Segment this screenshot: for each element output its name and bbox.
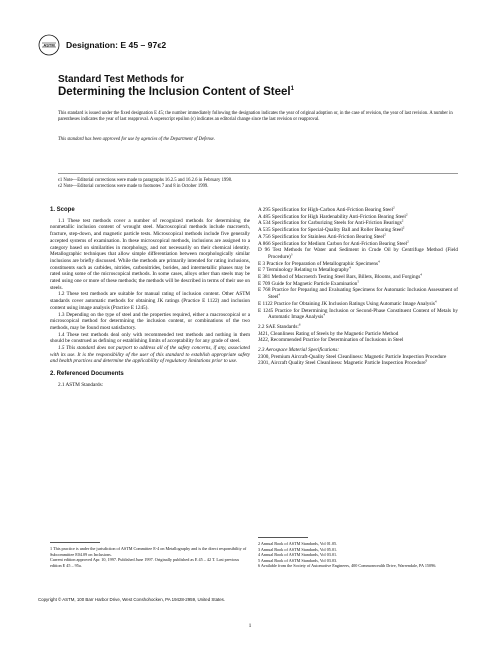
reference-footnote-mark: 4 — [323, 312, 326, 317]
paragraph-1-4: 1.4 These test methods deal only with recommended test methods and nothing in them should be construed as defining or establishing limits of acceptability for any grade of steel. — [50, 331, 250, 345]
footnote-rule-right — [258, 537, 308, 538]
reference-footnote-mark: 5 — [357, 279, 360, 283]
paragraph-1-3: 1.3 Depending on the type of steel and the properties required, either a macroscopical or a microscopical method for determining the inclusion content, or combinations of the two methods, may be found most satisfactory. — [50, 311, 250, 331]
editorial-note-1: ϵ1 Note—Editorial corrections were made to paragraphs 16.2.5 and 16.2.6 in February 1998. — [58, 178, 233, 183]
reference-footnote-mark: 2 — [402, 225, 405, 230]
issue-note: This standard is issued under the fixed designation E 45; the number immediately following the designation indicates the year of original adoption or, in the case of revision, the year of last revision. A number in parentheses indicates the year of last reapproval. A superscript epsilon (ϵ) indicates an editorial change since the last revision or reapproval. — [58, 111, 453, 123]
reference-text: 2300, Premium Aircraft-Quality Steel Cleanliness: Magnetic Particle Inspection Procedure — [258, 353, 447, 360]
reference-text: A 485 Specification for High Hardenability Anti-Friction Bearing Steel — [258, 213, 406, 220]
editorial-notes — [58, 178, 458, 191]
ams-reference-list — [258, 354, 458, 367]
footnote-right-item: 6 Available from the Society of Automotive Engineers, 400 Commonwealth Drive, Warrendale, PA 15096. — [258, 563, 437, 569]
footnote-edition: Current edition approved Apr. 10, 1997. Published June 1997. Originally published as E 45 – 42 T. Last previous edition E 45 – 95a. — [50, 557, 240, 568]
reference-footnote-mark: 2 — [407, 238, 409, 243]
reference-item — [258, 207, 458, 214]
footnote-rule-left — [50, 542, 100, 543]
reference-footnote-mark: 2 — [401, 218, 404, 223]
reference-text: E 7 Terminology Relating to Metallography — [258, 267, 350, 274]
left-column — [50, 207, 250, 389]
reference-text: A 866 Specification for Medium Carbon for Anti-Friction Bearing Steel — [258, 240, 408, 247]
astm-reference-list — [258, 207, 458, 321]
copyright: Copyright © ASTM, 100 Barr Harbor Drive, West Conshohocken, PA 19428-2959, United States. — [38, 597, 226, 602]
sae-reference-list — [258, 331, 458, 344]
reference-text: A 534 Specification for Carburizing Steels for Anti-Friction Bearings — [258, 220, 402, 227]
reference-footnote-mark: 4 — [278, 292, 281, 297]
footnote-1: 1 This practice is under the jurisdiction of ASTM Committee E-4 on Metallography and is the direct responsibility of Subcommittee E04.09 on Inclusions. — [50, 546, 247, 557]
paragraph-1-1: 1.1 These test methods cover a number of recognized methods for determining the nonmetallic inclusion content of wrought steel. Macroscopical methods include macroetch, fracture, step-down, and magnetic particle tests. Microscopical methods include five generally accepted systems of examination. In these microscopical methods, inclusions are assigned to a category based on similarities in morphology, and not necessarily on their chemical identity. Metallographic techniques that allow simple differentiation between morphologically similar inclusions are briefly discussed. While the methods are primarily intended for rating inclusions, constituents such as carbides, nitrides, carbonitrides, borides, and intermetallic phases may be rated using some of the microscopical methods. In some cases, alloys other than steels may be rated using one or more of these methods; the methods will be described in terms of their use on steels. — [50, 217, 250, 291]
reference-text: E 3 Practice for Preparation of Metallographic Specimens — [258, 260, 378, 267]
paragraph-1-2: 1.2 These test methods are suitable for manual rating of inclusion content. Other ASTM standards cover automatic methods for obtaining JK ratings (Practice E 1122) and inclusion content using image analysis (Practice E 1245). — [50, 291, 250, 311]
reference-footnote-mark: 2 — [384, 232, 386, 237]
title-line-1: Standard Test Methods for — [58, 74, 184, 85]
reference-text: E 1245 Practice for Determining Inclusion or Second-Phase Constituent Content of Metals by Automatic Image Analysis — [258, 307, 458, 321]
right-column — [258, 207, 458, 367]
dod-note: This standard has been approved for use by agencies of the Department of Defense. — [58, 137, 215, 142]
reference-text: E 381 Method of Macroetch Testing Steel Bars, Billets, Blooms, and Forgings — [258, 274, 421, 281]
reference-item — [258, 287, 458, 300]
reference-footnote-mark: 3 — [290, 252, 293, 257]
reference-footnote-mark: 4 — [420, 272, 422, 277]
astm-logo-icon — [38, 34, 60, 56]
reference-text: A 295 Specification for High-Carbon Anti-Friction Bearing Steel — [258, 207, 393, 213]
reference-footnote-mark: 2 — [405, 211, 408, 216]
paragraph-2-1: 2.1 ASTM Standards: — [58, 381, 104, 388]
section-heading-referenced-documents: 2. Referenced Documents — [50, 371, 124, 378]
reference-item — [258, 308, 458, 321]
reference-footnote-mark: 4 — [349, 265, 351, 270]
reference-text: E 768 Practice for Preparing and Evaluating Specimens for Automatic Inclusion Assessment of Steel — [258, 287, 458, 301]
reference-item — [258, 337, 458, 344]
sae-heading: 2.2 SAE Standards:$^6$ — [258, 322, 301, 330]
footnote-right-item: 4 Annual Book of ASTM Standards, Vol 03.01. — [258, 552, 338, 558]
reference-text: D 96 Test Methods for Water and Sediment in Crude Oil by Centrifuge Method (Field Procedure) — [258, 247, 458, 260]
reference-footnote-mark: 4 — [378, 258, 380, 263]
ams-heading: 2.3 Aerospace Material Specifications: — [258, 347, 339, 354]
title-line-2: Determining the Inclusion Content of Steel$^1$ — [58, 86, 294, 98]
page-number: 1 — [248, 623, 252, 629]
reference-item — [258, 301, 458, 308]
svg-text:ASTM: ASTM — [43, 42, 55, 48]
footnotes-right — [258, 541, 458, 569]
header — [38, 34, 166, 56]
editorial-note-2: ϵ2 Note—Editorial corrections were made to footnotes 7 and 8 in October 1999. — [58, 184, 209, 190]
footnote-right-item: 2 Annual Book of ASTM Standards, Vol 01.05. — [258, 541, 338, 546]
reference-text: A 535 Specification for Special-Quality Ball and Roller Bearing Steel — [258, 227, 403, 234]
footnotes-left — [50, 546, 250, 568]
reference-item — [258, 234, 458, 241]
paragraph-1-5: 1.5 This standard does not purport to address all of the safety concerns, if any, associated with its use. It is the responsibility of the user of this standard to establish appropriate safety and health practices and determine the applicability of regulatory limitations prior to use. — [50, 345, 250, 365]
reference-footnote-mark: 2 — [393, 205, 395, 210]
footnote-right-item: 3 Annual Book of ASTM Standards, Vol 05.01. — [258, 546, 338, 552]
reference-footnote-mark: 6 — [425, 358, 428, 363]
reference-item — [258, 247, 458, 260]
reference-text: E 709 Guide for Magnetic Particle Examination — [258, 280, 358, 287]
reference-text: J422, Recommended Practice for Determination of Inclusions in Steel — [258, 337, 404, 344]
section-heading-scope: 1. Scope — [50, 207, 75, 213]
reference-text: 2301, Aircraft Quality Steel Cleanliness: Magnetic Particle Inspection Procedure — [258, 360, 426, 367]
reference-footnote-mark: 4 — [434, 299, 437, 304]
reference-text: J421, Cleanliness Rating of Steels by the Magnetic Particle Method — [258, 330, 399, 337]
reference-item — [258, 360, 458, 367]
reference-text: E 1122 Practice for Obtaining JK Inclusion Ratings Using Automatic Image Analysis — [258, 300, 435, 307]
reference-text: A 756 Specification for Stainless Anti-Friction Bearing Steel — [258, 233, 385, 240]
footnote-right-item: 5 Annual Book of ASTM Standards, Vol 03.03. — [258, 557, 338, 563]
divider — [58, 173, 458, 174]
designation: Designation: E 45 – 97ϵ2 — [66, 40, 167, 50]
